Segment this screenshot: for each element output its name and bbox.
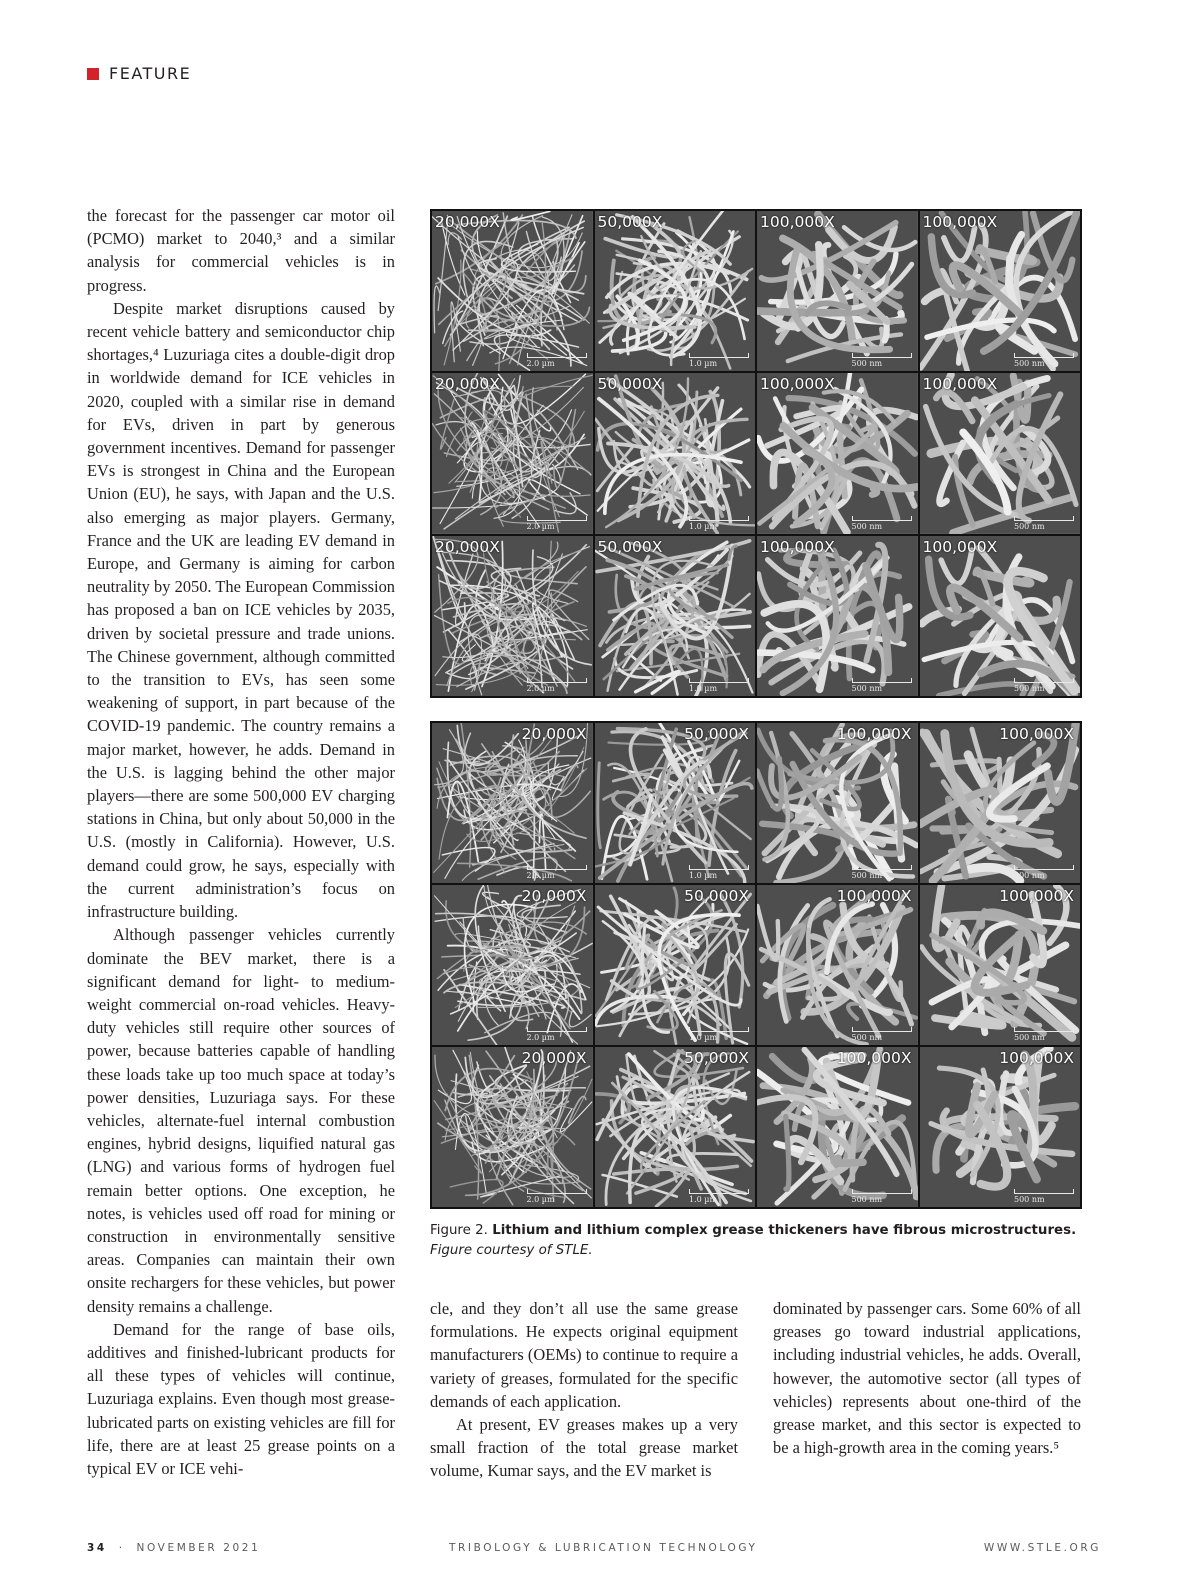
caption-credit: Figure courtesy of STLE. [430, 1243, 593, 1258]
micrograph-texture [757, 373, 918, 533]
sem-micrograph-panel [595, 211, 756, 371]
issue-date: NOVEMBER 2021 [136, 1542, 261, 1554]
magnification-label: 100,000X [999, 1049, 1074, 1067]
sem-micrograph-panel [757, 536, 918, 696]
scale-bar-label: 500 nm [852, 1189, 912, 1204]
micrograph-texture [595, 211, 756, 371]
sem-micrograph-panel [432, 885, 593, 1045]
magnification-label: 100,000X [922, 213, 998, 231]
paragraph: At present, EV greases makes up a very small fraction of the total grease market volume, Kumar says, and the EV market is [430, 1415, 738, 1481]
scale-bar-label: 2.0 µm [527, 516, 587, 531]
micrograph-texture [595, 1047, 756, 1207]
sem-micrograph-panel [920, 536, 1081, 696]
text-column-1 [87, 204, 395, 1480]
sem-micrograph-panel [595, 373, 756, 533]
sem-micrograph-panel [757, 723, 918, 883]
micrograph-texture [432, 723, 593, 883]
magnification-label: 20,000X [521, 1049, 587, 1067]
micrograph-texture [920, 373, 1081, 533]
magnification-label: 20,000X [521, 725, 587, 743]
micrograph-texture [757, 536, 918, 696]
sem-micrograph-panel [595, 1047, 756, 1207]
sem-micrograph-panel [595, 536, 756, 696]
sem-micrograph-panel [757, 885, 918, 1045]
sem-micrograph-panel [432, 211, 593, 371]
micrograph-texture [920, 723, 1081, 883]
scale-bar-label: 500 nm [852, 516, 912, 531]
scale-bar-label: 2.0 µm [527, 1189, 587, 1204]
scale-bar-label: 500 nm [1014, 516, 1074, 531]
scale-bar-label: 1.0 µm [689, 1189, 749, 1204]
section-label: FEATURE [109, 64, 192, 83]
micrograph-texture [757, 1047, 918, 1207]
section-marker-square [87, 68, 99, 80]
magnification-label: 100,000X [836, 887, 912, 905]
micrograph-texture [595, 723, 756, 883]
magnification-label: 50,000X [597, 375, 663, 394]
magnification-label: 100,000X [922, 537, 998, 556]
scale-bar-label: 500 nm [1014, 353, 1074, 368]
sem-figure-top-grid [430, 209, 1082, 698]
sem-micrograph-panel [432, 1047, 593, 1207]
footer-left [87, 1542, 260, 1554]
magnification-label: 100,000X [836, 725, 912, 743]
text-column-3 [773, 1297, 1081, 1459]
page-number: 34 [87, 1542, 107, 1554]
magnification-label: 20,000X [435, 537, 500, 556]
scale-bar-label: 500 nm [852, 865, 912, 880]
magnification-label: 50,000X [684, 887, 749, 905]
scale-bar-label: 1.0 µm [689, 353, 749, 368]
scale-bar-label: 500 nm [852, 1027, 912, 1042]
sem-micrograph-panel [432, 536, 593, 696]
sem-micrograph-panel [595, 885, 756, 1045]
magnification-label: 20,000X [435, 375, 500, 394]
caption-label: Figure 2. [430, 1223, 488, 1238]
sem-micrograph-panel [595, 723, 756, 883]
magnification-label: 100,000X [760, 375, 835, 394]
micrograph-texture [595, 885, 756, 1045]
scale-bar-label: 2.0 µm [527, 1027, 587, 1042]
figure-caption [430, 1221, 1082, 1261]
paragraph: Although passenger vehicles currently dominate the BEV market, there is a significant demand for light- to medium-weight commercial on-road vehicles. Heavy-duty vehicles still require other sources of power, because batteries capable of handling these loads take up too much space at today’s power densities, Luzuriaga says. For these vehicles, alternate-fuel internal combustion engines, hybrid designs, liquified natural gas (LNG) and various forms of hydrogen fuel remain better options. One exception, he notes, is vehicles used off road for mining or construction in environmentally sensitive areas. Companies can maintain their own onsite rechargers for these vehicles, but power density remains a challenge. [87, 925, 395, 1316]
sem-micrograph-panel [920, 885, 1081, 1045]
paragraph: Demand for the range of base oils, additives and finished-lubricant products for all these types of vehicles will continue, Luzuriaga explains. Even though most grease-lubricated parts on existing vehicles are fill for life, there are at least 25 grease points on a typical EV or ICE vehi- [87, 1319, 395, 1478]
micrograph-texture [432, 1047, 593, 1207]
micrograph-texture [432, 536, 593, 696]
sem-micrograph-panel [920, 1047, 1081, 1207]
scale-bar-label: 500 nm [1014, 678, 1074, 693]
micrograph-texture [920, 1047, 1081, 1207]
micrograph-texture [432, 373, 593, 533]
scale-bar-label: 500 nm [1014, 865, 1074, 880]
sem-micrograph-panel [920, 211, 1081, 371]
magnification-label: 50,000X [597, 213, 663, 231]
magazine-title: TRIBOLOGY & LUBRICATION TECHNOLOGY [449, 1542, 758, 1554]
magnification-label: 20,000X [521, 887, 587, 905]
scale-bar-label: 500 nm [852, 353, 912, 368]
sem-figure-bottom-grid [430, 721, 1082, 1209]
paragraph: the forecast for the passenger car motor oil (PCMO) market to 2040,³ and a similar analysis for commercial vehicles is in progress. [87, 206, 395, 295]
scale-bar-label: 500 nm [1014, 1027, 1074, 1042]
micrograph-texture [757, 723, 918, 883]
sem-micrograph-panel [432, 723, 593, 883]
sem-micrograph-panel [920, 373, 1081, 533]
magnification-label: 100,000X [836, 1049, 912, 1067]
scale-bar-label: 1.0 µm [689, 1027, 749, 1042]
scale-bar-label: 1.0 µm [689, 678, 749, 693]
paragraph: cle, and they don’t all use the same grease formulations. He expects original equipment manufacturers (OEMs) to continue to require a variety of greases, formulated for the specific demands of each application. [430, 1299, 738, 1411]
micrograph-texture [432, 885, 593, 1045]
sem-micrograph-panel [920, 723, 1081, 883]
magnification-label: 100,000X [760, 213, 835, 231]
footer-separator: · [118, 1542, 125, 1554]
sem-micrograph-panel [757, 373, 918, 533]
micrograph-texture [920, 885, 1081, 1045]
section-header [87, 64, 191, 83]
scale-bar-label: 2.0 µm [527, 353, 587, 368]
magnification-label: 50,000X [597, 537, 663, 556]
scale-bar-label: 1.0 µm [689, 516, 749, 531]
magnification-label: 100,000X [922, 375, 998, 394]
caption-title: Lithium and lithium complex grease thickeners have fibrous microstructures. [492, 1223, 1077, 1238]
micrograph-texture [920, 536, 1081, 696]
magnification-label: 100,000X [999, 887, 1074, 905]
magnification-label: 100,000X [760, 537, 835, 556]
scale-bar-label: 500 nm [1014, 1189, 1074, 1204]
magnification-label: 20,000X [435, 213, 500, 231]
micrograph-texture [432, 211, 593, 371]
sem-micrograph-panel [757, 1047, 918, 1207]
magnification-label: 50,000X [684, 1049, 749, 1067]
scale-bar-label: 500 nm [852, 678, 912, 693]
sem-micrograph-panel [757, 211, 918, 371]
micrograph-texture [920, 211, 1081, 371]
paragraph: Despite market disruptions caused by recent vehicle battery and semiconductor chip shortages,⁴ Luzuriaga cites a double-digit drop in worldwide demand for ICE vehicles in 2020, coupled with a similar rise in demand for EVs, driven in part by generous government incentives. Demand for passenger EVs is strongest in China and the European Union (EU), he says, with Japan and the U.S. also emerging as major players. Germany, France and the UK are leading EV demand in Europe, and Germany is aiming for carbon neutrality by 2050. The European Commission has proposed a ban on ICE vehicles by 2035, driven by societal pressure and trade unions. The Chinese government, although committed to the transition to EVs, has seen some weakening of support, in part because of the COVID-19 pandemic. The country remains a major market, however, he adds. Demand in the U.S. is lagging behind the other major players—there are some 500,000 EV charging stations in China, but only about 50,000 in the U.S. (mostly in California). However, U.S. demand could grow, he says, especially with the current administration’s focus on infrastructure building. [87, 298, 395, 922]
magnification-label: 100,000X [999, 725, 1074, 743]
magnification-label: 50,000X [684, 725, 749, 743]
micrograph-texture [757, 885, 918, 1045]
scale-bar-label: 1.0 µm [689, 865, 749, 880]
scale-bar-label: 2.0 µm [527, 865, 587, 880]
micrograph-texture [595, 536, 756, 696]
text-column-2 [430, 1297, 738, 1483]
scale-bar-label: 2.0 µm [527, 678, 587, 693]
sem-micrograph-panel [432, 373, 593, 533]
micrograph-texture [757, 211, 918, 371]
micrograph-texture [595, 373, 756, 533]
website-link[interactable]: WWW.STLE.ORG [983, 1542, 1101, 1554]
paragraph: dominated by passenger cars. Some 60% of all greases go toward industrial applications, including industrial vehicles, he adds. Overall, however, the automotive sector (all types of vehicles) represents about one-third of the grease market, and this sector is expected to be a high-growth area in the coming years.⁵ [773, 1299, 1081, 1458]
